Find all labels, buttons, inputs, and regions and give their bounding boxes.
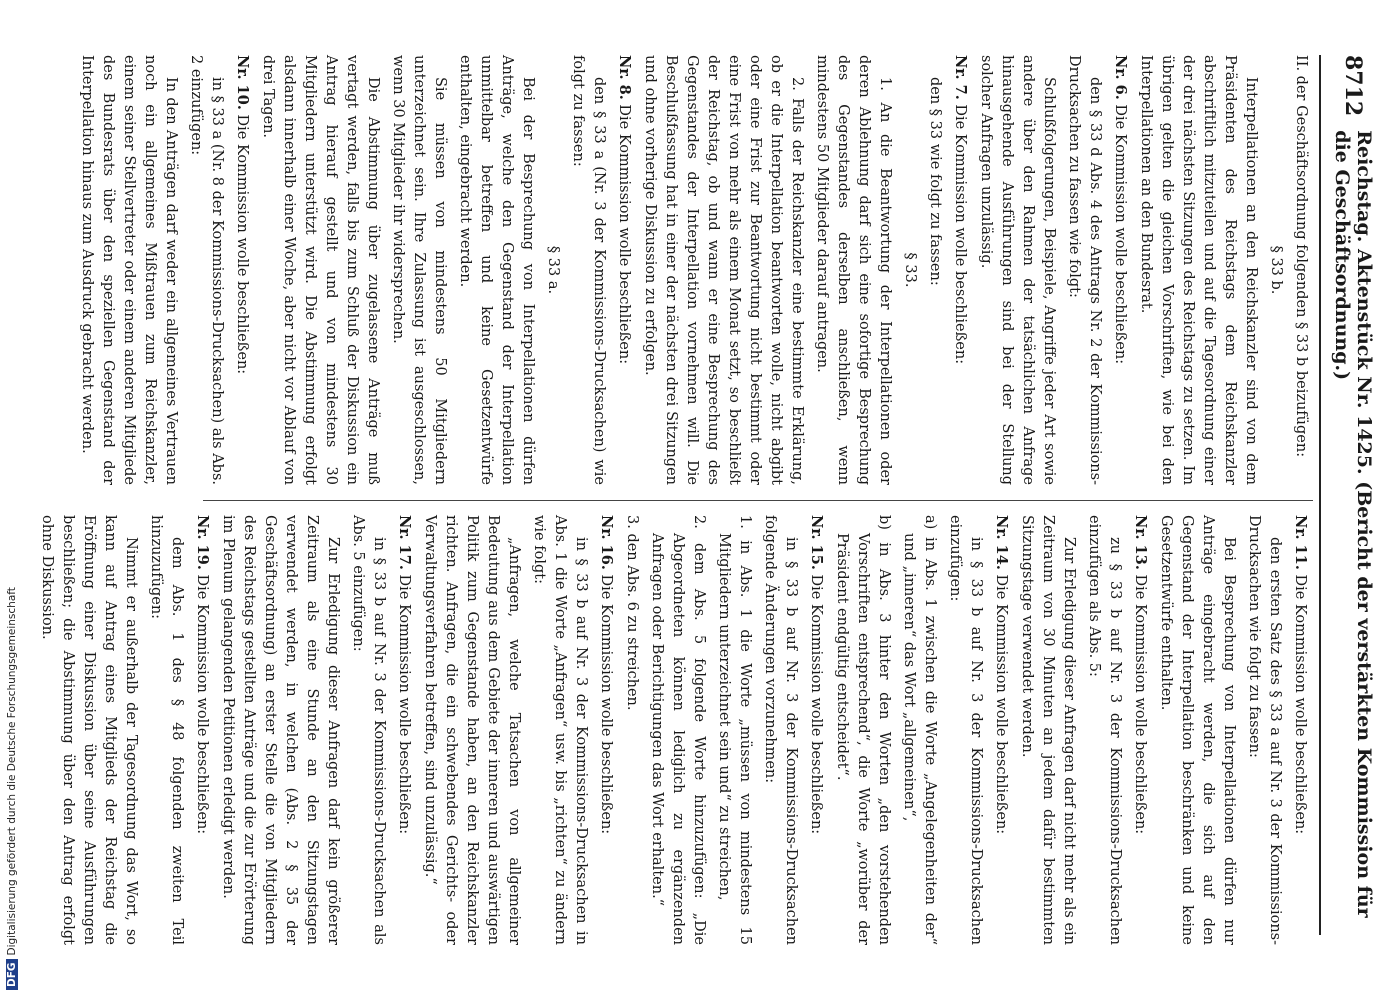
left-paragraph bbox=[899, 55, 920, 485]
paragraph-text: den § 33 a (Nr. 3 der Kommissions-Drucksachen) wie folgt zu fassen: bbox=[570, 55, 607, 485]
header-rule bbox=[1319, 55, 1321, 935]
right-paragraph bbox=[898, 515, 940, 945]
left-paragraph bbox=[1063, 55, 1105, 485]
left-column bbox=[72, 55, 1311, 485]
paragraph-text: zu § 33 b auf Nr. 3 der Kommissions-Drucksachen einzufügen als Abs. 5: bbox=[1086, 515, 1123, 945]
paragraph-text: Zur Erledigung dieser Anfragen darf kein größerer Zeitraum als eine Stunde an den Sitzungstagen verwendet werden, in welchen (Abs. 2 § 35 der Geschäftsordnung) an erster Stelle die von Mitgliedern des Reichstags gestellten Anträge und die zur Erörterung im Plenum gelangenden Petitionen erledigt werden. bbox=[220, 515, 341, 945]
paragraph-text: dem Abs. 1 des § 48 folgenden zweiten Teil hinzuzufügen: bbox=[148, 515, 185, 945]
left-paragraph bbox=[567, 55, 609, 485]
paragraph-text: Sie müssen von mindestens 50 Mitgliedern unterzeichnet sein. Ihre Zulassung ist ausgeschlossen, wenn 30 Mitglieder ihr widersprechen. bbox=[390, 55, 448, 485]
right-paragraph bbox=[1243, 515, 1285, 945]
left-paragraph bbox=[76, 55, 181, 485]
item-number: Nr. 14. bbox=[993, 515, 1010, 570]
left-paragraph bbox=[975, 55, 1059, 485]
paragraph-text: b) in Abs. 3 hinter den Worten „den vorstehenden Vorschriften entsprechend“, die Worte „worüber der Präsident endgültig entscheidet“. bbox=[834, 515, 892, 945]
paragraph-text: a) in Abs. 1 zwischen die Worte „Angelegenheiten der“ und „inneren“ das Wort „allgemeinen“, bbox=[901, 515, 938, 945]
right-paragraph bbox=[1155, 515, 1239, 945]
item-number: Nr. 17. bbox=[396, 515, 413, 570]
right-paragraph bbox=[990, 515, 1012, 945]
paragraph-text: Nimmt er außerhalb der Tagesordnung das Wort, so kann auf Antrag eines Mitglieds der Reichstag die Eröffnung einer Diskussion über seine Ausführungen beschließen; die Abstimmung über den Antrag erfolgt ohne Diskussion. bbox=[39, 515, 139, 945]
paragraph-text: 1. in Abs. 1 die Worte „müssen von mindestens 15 Mitgliedern unterzeichnet sein und“ zu streichen, bbox=[716, 515, 753, 945]
right-paragraph bbox=[621, 515, 642, 945]
right-column bbox=[32, 515, 1311, 945]
side-credit bbox=[6, 587, 18, 990]
right-paragraph bbox=[831, 515, 894, 945]
right-paragraph bbox=[347, 515, 389, 945]
paragraph-text: den § 33 d Abs. 4 des Antrags Nr. 2 der Kommissions-Drucksachen zu fassen wie folgt: bbox=[1066, 55, 1103, 485]
paragraph-text: § 33 a. bbox=[545, 245, 561, 295]
paragraph-text: Die Kommission wolle beschließen: bbox=[1132, 574, 1148, 835]
left-paragraph bbox=[185, 55, 227, 485]
paragraph-text: § 33. bbox=[902, 252, 918, 288]
left-paragraph bbox=[639, 55, 807, 485]
left-paragraph bbox=[387, 55, 450, 485]
side-credit-text: Digitalisierung gefördert durch die Deutsche Forschungsgemeinschaft bbox=[6, 587, 18, 956]
paragraph-text: Die Kommission wolle beschließen: bbox=[234, 114, 250, 375]
left-paragraph bbox=[1135, 55, 1261, 485]
item-number: Nr. 15. bbox=[808, 515, 825, 570]
right-paragraph bbox=[1129, 515, 1151, 945]
paragraph-text: 3. den Abs. 6 zu streichen. bbox=[624, 515, 640, 711]
left-paragraph bbox=[542, 55, 563, 485]
paragraph-text: Die Kommission wolle beschließen: bbox=[396, 574, 412, 835]
paragraph-text: in § 33 a (Nr. 8 der Kommissions-Drucksachen) als Abs. 2 einzufügen: bbox=[188, 55, 225, 485]
paragraph-text: Die Abstimmung über zugelassene Anträge muß vertagt werden, falls bis zum Schluß der Diskussion ein Antrag hierauf gestellt und von mindestens 30 Mitgliedern unterstützt wird. Die Abstimmung erfolgt alsdann innerhalb einer Woche, aber nicht vor Ablauf von drei Tagen. bbox=[260, 55, 381, 485]
right-paragraph bbox=[944, 515, 986, 945]
paragraph-text: Bei der Besprechung von Interpellationen dürfen Anträge, welche den Gegenstand der Interpellation unmittelbar betreffen und keine Gesetzentwürfe enthalten, eingebracht werden. bbox=[457, 55, 536, 485]
paragraph-text: Die Kommission wolle beschließen: bbox=[808, 574, 824, 835]
paragraph-text: Die Kommission wolle beschließen: bbox=[1112, 104, 1128, 365]
right-paragraph bbox=[393, 515, 415, 945]
page-number: 8712 bbox=[1340, 55, 1366, 117]
right-paragraph bbox=[646, 515, 709, 945]
paragraph-text: den ersten Satz des § 33 a auf Nr. 3 der Kommissions-Drucksachen wie folgt zu fassen: bbox=[1246, 515, 1283, 945]
page-header bbox=[1323, 55, 1383, 935]
right-paragraph bbox=[595, 515, 617, 945]
right-paragraph bbox=[191, 515, 213, 945]
paragraph-text: Die Kommission wolle beschließen: bbox=[194, 574, 210, 835]
left-paragraph bbox=[613, 55, 635, 485]
left-paragraph bbox=[1109, 55, 1131, 485]
paragraph-text: In den Anträgen darf weder ein allgemeines Vertrauen noch ein allgemeines Mißtrauen zum Reichskanzler, einem seiner Stellvertreter oder einem anderen Mitgliede des Bundesrats über den speziellen Gegenstand der Interpellation hinaus zum Ausdruck gebracht werden. bbox=[79, 55, 179, 485]
right-paragraph bbox=[217, 515, 343, 945]
right-paragraph bbox=[36, 515, 141, 945]
paragraph-text: den § 33 wie folgt zu fassen: bbox=[927, 77, 943, 286]
left-paragraph bbox=[924, 55, 945, 485]
left-paragraph bbox=[257, 55, 383, 485]
right-paragraph bbox=[1289, 515, 1311, 945]
paragraph-text: 2. Falls der Reichskanzler eine bestimmte Erklärung, ob er die Interpellation beantworten wolle, nicht abgibt oder eine Frist zur Beantwortung nicht bestimmt oder eine Frist von mehr als einem Monat setzt, so beschließt der Reichstag, ob und wann er eine Besprechung des Gegenstandes der Interpellation vornehmen will. Die Beschlußfassung hat in einer der nächsten drei Sitzungen und ohne vorherige Diskussion zu erfolgen. bbox=[642, 55, 805, 485]
paragraph-text: Schlußfolgerungen, Beispiele, Angriffe jeder Art sowie andere über den Rahmen der tatsächlichen Anfrage hinausgehende Ausführungen sind bei der Stellung solcher Anfragen unzulässig. bbox=[978, 55, 1057, 485]
paragraph-text: Die Kommission wolle beschließen: bbox=[1292, 574, 1308, 835]
item-number: Nr. 11. bbox=[1292, 515, 1309, 570]
paragraph-text: in § 33 b auf Nr. 3 der Kommissions-Drucksachen einzufügen: bbox=[947, 515, 984, 945]
paragraph-text: II. der Geschäftsordnung folgenden § 33 b beizufügen: bbox=[1293, 55, 1309, 458]
right-paragraph bbox=[713, 515, 755, 945]
right-paragraph bbox=[419, 515, 524, 945]
right-paragraph bbox=[528, 515, 591, 945]
paragraph-text: § 33 b. bbox=[1268, 245, 1284, 295]
paragraph-text: in § 33 b auf Nr. 3 der Kommissions-Drucksachen folgende Änderungen vorzunehmen: bbox=[762, 515, 799, 945]
paragraph-text: Die Kommission wolle beschließen: bbox=[993, 574, 1009, 835]
item-number: Nr. 16. bbox=[598, 515, 615, 570]
left-paragraph bbox=[811, 55, 895, 485]
left-paragraph bbox=[454, 55, 538, 485]
paragraph-text: Bei Besprechung von Interpellationen dürfen nur Anträge eingebracht werden, die sich auf den Gegenstand der Interpellation beschränken und keine Gesetzentwürfe enthalten. bbox=[1158, 515, 1237, 945]
right-paragraph bbox=[1083, 515, 1125, 945]
paragraph-text: in § 33 b auf Nr. 3 der Kommissions-Drucksachen in Abs. 1 die Worte „Anfragen“ usw. bis „richten“ zu ändern wie folgt: bbox=[531, 515, 589, 945]
right-paragraph bbox=[1016, 515, 1079, 945]
left-paragraph bbox=[1290, 55, 1311, 485]
paragraph-text: in § 33 b auf Nr. 3 der Kommissions-Drucksachen als Abs. 5 einzufügen: bbox=[350, 515, 387, 945]
paragraph-text: Die Kommission wolle beschließen: bbox=[616, 104, 632, 365]
left-paragraph bbox=[1265, 55, 1286, 485]
paragraph-text: Interpellationen an den Reichskanzler sind von dem Präsidenten des Reichstags dem Reichskanzler abschriftlich mitzuteilen und auf die Tagesordnung einer der drei nächsten Sitzungen des Reichstags zu setzen. Im übrigen gelten die gleichen Vorschriften, wie bei den Interpellationen an den Bundesrat. bbox=[1138, 55, 1259, 485]
item-number: Nr. 10. bbox=[234, 55, 251, 110]
paragraph-text: 2. dem Abs. 5 folgende Worte hinzuzufügen: „Die Abgeordneten können lediglich zu ergänzenden Anfragen oder Berichtigungen das Wort erhalten.“ bbox=[649, 515, 707, 945]
right-paragraph bbox=[759, 515, 801, 945]
item-number: Nr. 19. bbox=[194, 515, 211, 570]
item-number: Nr. 13. bbox=[1132, 515, 1149, 570]
item-number: Nr. 6. bbox=[1112, 55, 1129, 100]
left-paragraph bbox=[231, 55, 253, 485]
column-divider bbox=[203, 500, 1313, 501]
right-paragraph bbox=[145, 515, 187, 945]
page-title: Reichstag. Aktenstück Nr. 1425. (Bericht der verstärkten Kommission für die Geschäftsordnung.) bbox=[1331, 130, 1375, 918]
paragraph-text: Zur Erledigung dieser Anfragen darf nicht mehr als ein Zeitraum von 30 Minuten an jedem dafür bestimmten Sitzungstage verwendet werden. bbox=[1019, 515, 1077, 945]
item-number: Nr. 7. bbox=[952, 55, 969, 100]
dfg-logo: DFG bbox=[6, 959, 18, 990]
right-paragraph bbox=[805, 515, 827, 945]
paragraph-text: „Anfragen, welche Tatsachen von allgemeiner Bedeutung aus dem Gebiete der inneren und auswärtigen Politik zum Gegenstande haben, an den Reichskanzler richten. Anfragen, die ein schwebendes Gerichts- oder Verwaltungsverfahren betreffen, sind unzulässig.“ bbox=[422, 515, 522, 945]
paragraph-text: Die Kommission wolle beschließen: bbox=[598, 574, 614, 835]
item-number: Nr. 8. bbox=[616, 55, 633, 100]
paragraph-text: Die Kommission wolle beschließen: bbox=[952, 104, 968, 365]
paragraph-text: 1. An die Beantwortung der Interpellationen oder deren Ablehnung darf sich eine sofortige Besprechung des Gegenstandes derselben anschließen, wenn mindestens 50 Mitglieder darauf antragen. bbox=[814, 55, 893, 485]
left-paragraph bbox=[949, 55, 971, 485]
